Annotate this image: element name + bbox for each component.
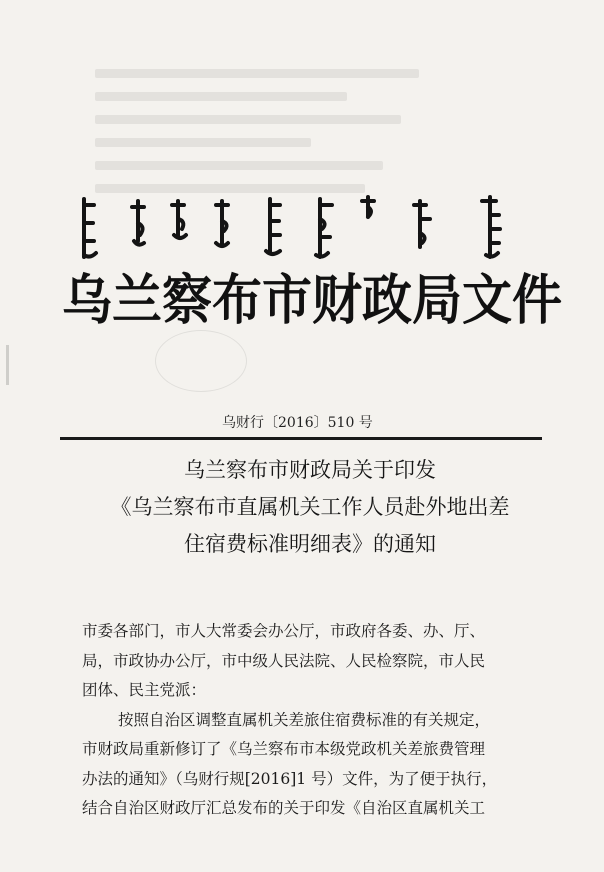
notice-title-line-3: 住宿费标准明细表》的通知 (184, 532, 436, 556)
mongolian-script-header (70, 193, 530, 265)
notice-title (60, 452, 560, 563)
margin-mark (6, 345, 9, 385)
body-line: 按照自治区调整直属机关差旅住宿费标准的有关规定， (118, 710, 491, 729)
body-line: 局，市政协办公厅，市中级人民法院、人民检察院，市人民 (82, 651, 486, 670)
notice-title-line-1: 乌兰察布市财政局关于印发 (184, 458, 436, 482)
notice-title-line-2: 《乌兰察布市直属机关工作人员赴外地出差 (110, 495, 510, 519)
body-line: 结合自治区财政厅汇总发布的关于印发《自治区直属机关工 (82, 799, 486, 817)
document-number: 乌财行〔2016〕510 号 (222, 415, 373, 431)
body-line: 团体、民主党派： (82, 681, 207, 699)
notice-body (82, 617, 602, 824)
body-line: 市财政局重新修订了《乌兰察布市本级党政机关差旅费管理 (82, 740, 486, 758)
faint-stamp-mark (155, 330, 247, 392)
issuing-authority-title: 乌兰察布市财政局文件 (62, 268, 562, 332)
header-divider-line (60, 437, 542, 440)
body-line: 市委各部门，市人大常委会办公厅，市政府各委、办、厅、 (82, 622, 486, 640)
body-line: 办法的通知》（乌财行规[2016]1 号）文件，为了便于执行， (82, 769, 498, 788)
